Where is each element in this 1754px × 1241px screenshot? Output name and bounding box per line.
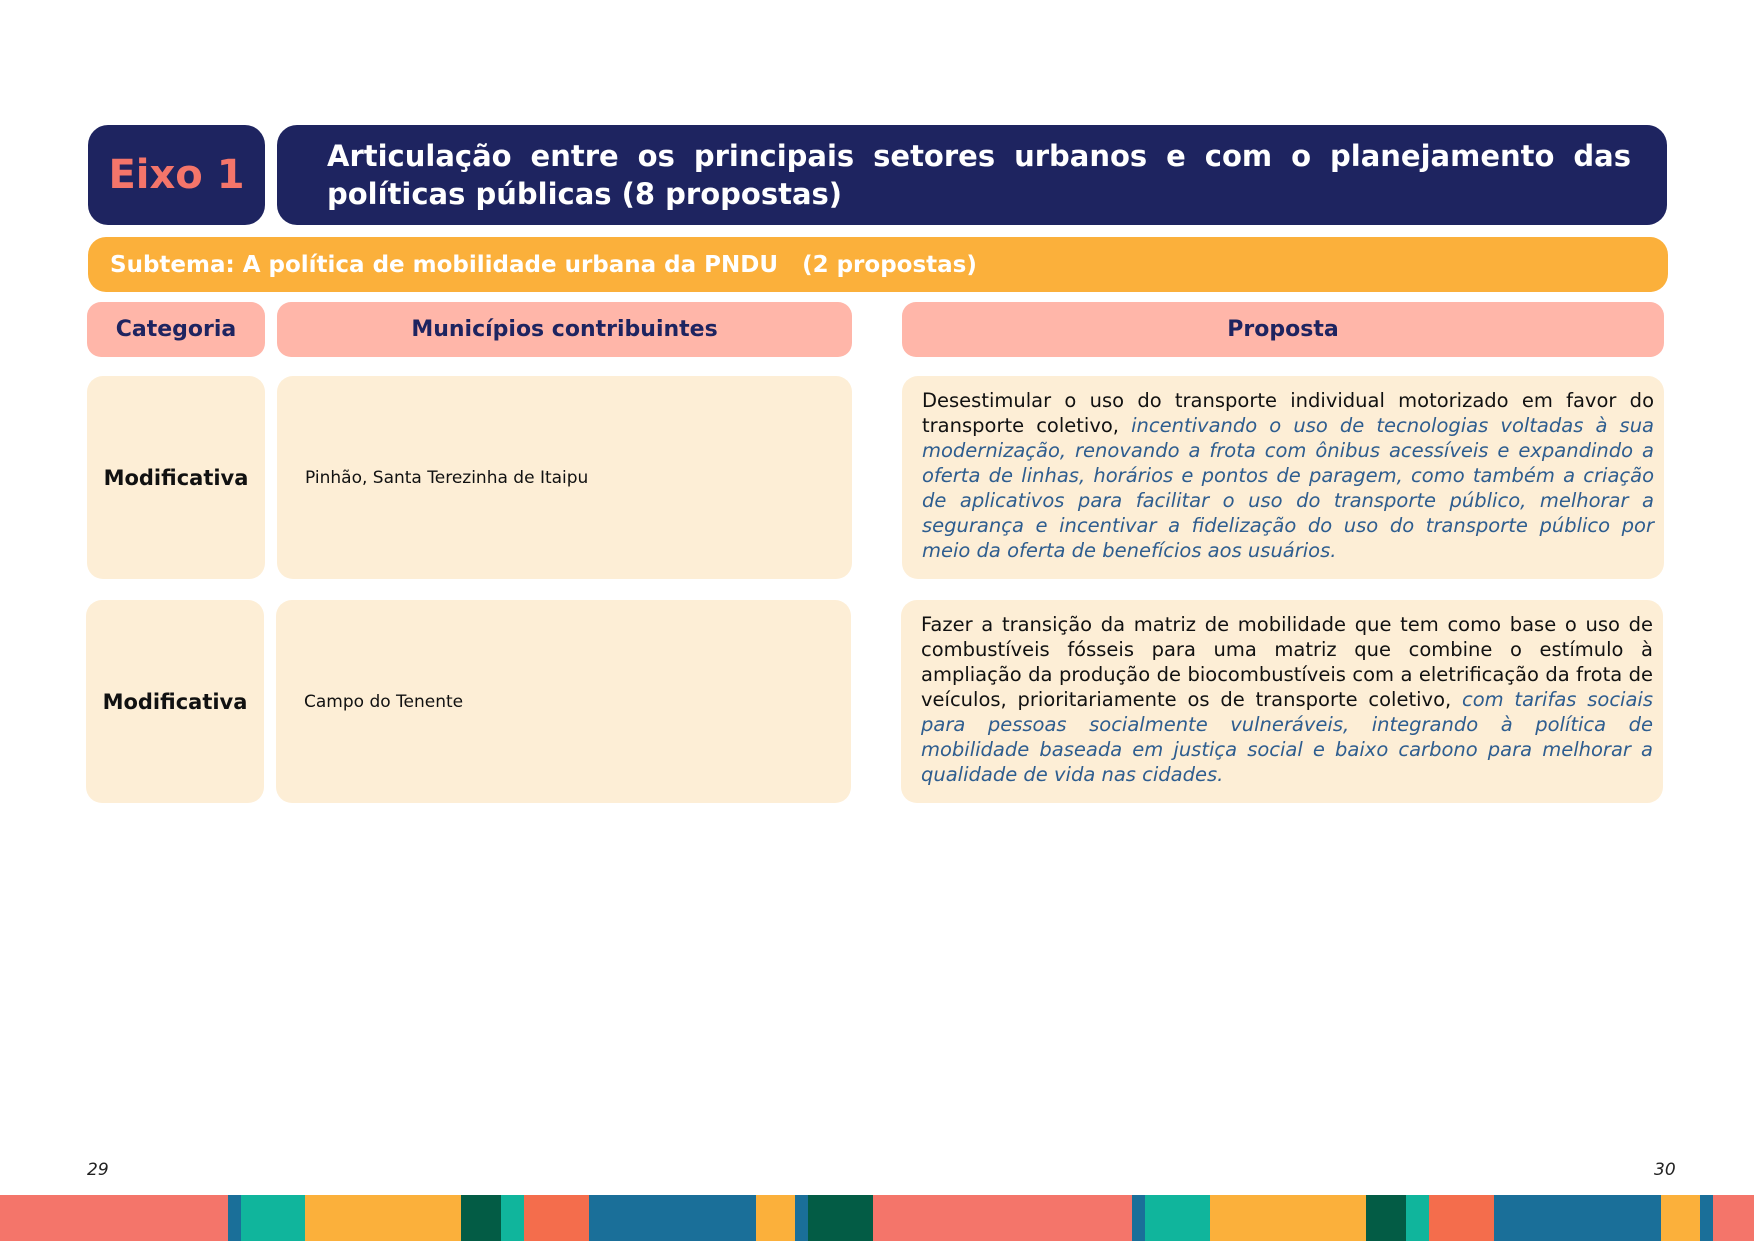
- eixo-badge: [88, 125, 265, 225]
- section-title-box: [277, 125, 1667, 225]
- row-1-proposta-plain: Desestimular o uso do transporte individual motorizado em favor do transporte coletivo,: [922, 389, 1654, 437]
- row-2-proposta-italic: com tarifas sociais para pessoas socialmente vulneráveis, integrando à política de mobilidade baseada em justiça social e baixo carbono para melhorar a qualidade de vida nas cidades.: [921, 688, 1653, 786]
- stripe-segment: [1494, 1195, 1661, 1241]
- section-title: Articulação entre os principais setores urbanos e com o planejamento das políticas públicas (8 propostas): [327, 139, 1631, 211]
- stripe-segment: [1210, 1195, 1366, 1241]
- row-2-proposta-text: [921, 612, 1653, 787]
- header-categoria: Categoria: [87, 302, 265, 357]
- header-proposta: Proposta: [902, 302, 1664, 357]
- stripe-segment: [1132, 1195, 1145, 1241]
- stripe-segment: [524, 1195, 589, 1241]
- row-1-proposta-italic: incentivando o uso de tecnologias voltadas à sua modernização, renovando a frota com ônibus acessíveis e expandindo a oferta de linhas, horários e pontos de paragem, como também a criação de aplicativos para facilitar o uso do transporte público, melhorar a segurança e incentivar a fidelização do uso do transporte público por meio da oferta de benefícios aos usuários.: [922, 414, 1655, 562]
- stripe-segment: [241, 1195, 305, 1241]
- eixo-label: Eixo 1: [108, 152, 245, 198]
- row-2-proposta-plain: Fazer a transição da matriz de mobilidade que tem como base o uso de combustíveis fósseis para uma matriz que combine o estímulo à ampliação da produção de biocombustíveis com a eletrificação da frota de veículos, prioritariamente os de transporte coletivo,: [921, 613, 1653, 711]
- stripe-segment: [1406, 1195, 1429, 1241]
- row-2-categoria: Modificativa: [86, 600, 264, 803]
- page-number-left: 29: [87, 1160, 109, 1180]
- stripe-segment: [1661, 1195, 1700, 1241]
- stripe-segment: [1366, 1195, 1406, 1241]
- stripe-segment: [305, 1195, 461, 1241]
- stripe-segment: [1145, 1195, 1210, 1241]
- subtema-bar: [88, 237, 1668, 292]
- stripe-segment: [228, 1195, 241, 1241]
- stripe-segment: [501, 1195, 524, 1241]
- row-1-proposta-text: [922, 388, 1654, 563]
- stripe-segment: [461, 1195, 501, 1241]
- stripe-segment: [873, 1195, 1132, 1241]
- stripe-segment: [1429, 1195, 1494, 1241]
- subtema-label: Subtema: A política de mobilidade urbana da PNDU (2 propostas): [110, 251, 977, 278]
- stripe-segment: [1700, 1195, 1713, 1241]
- stripe-segment: [808, 1195, 873, 1241]
- stripe-segment: [0, 1195, 228, 1241]
- row-1-categoria: Modificativa: [87, 376, 265, 579]
- header-municipios: Municípios contribuintes: [277, 302, 852, 357]
- stripe-segment: [1713, 1195, 1754, 1241]
- stripe-segment: [756, 1195, 795, 1241]
- page-number-right: 30: [1654, 1160, 1676, 1180]
- row-1-proposta: [902, 376, 1664, 579]
- stripe-segment: [589, 1195, 756, 1241]
- stripe-segment: [795, 1195, 808, 1241]
- row-2-proposta: [901, 600, 1663, 803]
- decorative-stripe-bar: [0, 1195, 1754, 1241]
- row-1-municipios: Pinhão, Santa Terezinha de Itaipu: [277, 376, 852, 579]
- row-2-municipios: Campo do Tenente: [276, 600, 851, 803]
